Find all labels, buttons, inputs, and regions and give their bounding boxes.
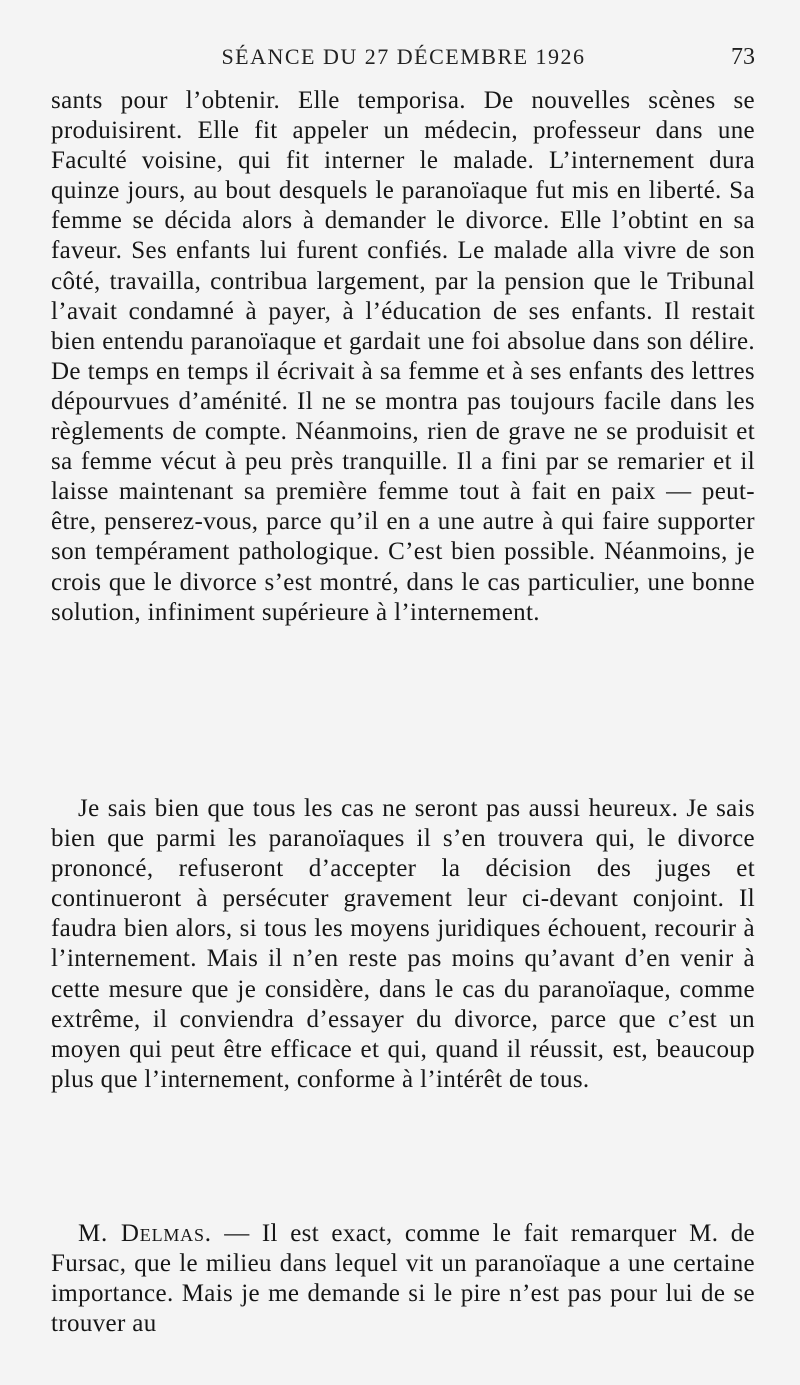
paragraph-1: sants pour l’obtenir. Elle temporisa. De nouvelles scènes se produisirent. Elle fit appeler un médecin, professeur dans une Faculté voisine, qui fit interner le malade. L’internement dura quinze jours, au bout desquels le paranoïaque fut mis en liberté. Sa femme se décida alors à demander le divorce. Elle l’obtint en sa faveur. Ses enfants lui furent confiés. Le malade alla vivre de son côté, travailla, contribua largement, par la pension que le Tribunal l’avait condamné à payer, à l’éducation de ses enfants. Il restait bien entendu paranoïaque et gardait une foi absolue dans son délire. De temps en temps il écrivait à sa femme et à ses enfants des lettres dépourvues d’aménité. Il ne se montra pas toujours facile dans les règlements de compte. Néanmoins, rien de grave ne se produisit et sa femme vécut à peu près tranquille. Il a fini par se remarier et il laisse maintenant sa première femme tout à fait en paix — peut-être, penserez-vous, parce qu’il en a une autre à qui faire supporter son tempérament pathologique. C’est bien possible. Néanmoins, je crois que le divorce s’est montré, dans le cas particulier, une bonne solution, infiniment supérieure à l’internement. (51, 87, 755, 626)
speaker-separator: — (211, 1220, 262, 1247)
running-head-title: SÉANCE DU 27 DÉCEMBRE 1926 (221, 44, 586, 69)
paragraph-2: Je sais bien que tous les cas ne seront pas aussi heureux. Je sais bien que parmi les paranoïaques il s’en trouvera qui, le divorce prononcé, refuseront d’accepter la décision des juges et continueront à persécuter gravement leur ci-devant conjoint. Il faudra bien alors, si tous les moyens juridiques échouent, recourir à l’internement. Mais il n’en reste pas moins qu’avant d’en venir à cette mesure que je considère, dans le cas du paranoïaque, comme extrême, il conviendra d’essayer du divorce, parce que c’est un moyen qui peut être efficace et qui, quand il réussit, est, beaucoup plus que l’internement, conforme à l’intérêt de tous. (51, 795, 755, 1093)
running-head (52, 40, 755, 74)
paragraph-3 (51, 1219, 755, 1339)
speaker-name: M. Delmas. (78, 1220, 212, 1247)
paragraph-3-text: Il est exact, comme le fait remarquer M. de Fursac, que le milieu dans lequel vit un paranoïaque a une certaine importance. Mais je me demande si le pire n’est pas pour lui de se trouver au (51, 1220, 755, 1338)
page-number: 73 (731, 44, 755, 70)
